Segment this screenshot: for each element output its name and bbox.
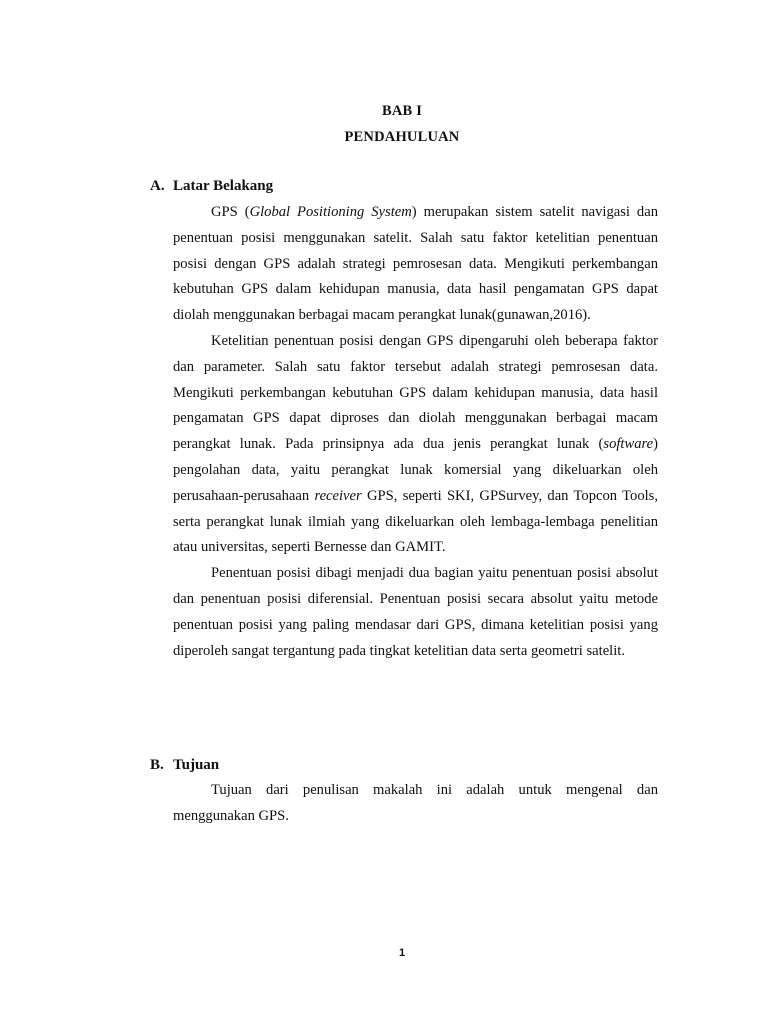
section-letter: A. — [150, 178, 165, 194]
text-run: Penentuan posisi dibagi menjadi dua bagian yaitu penentuan posisi absolut dan penentuan posisi diferensial. Penentuan posisi secara absolut yaitu metode penentuan posisi yang paling mendasar dari GPS, dimana ketelitian posisi yang diperoleh sangat tergantung pada tingkat ketelitian data serta geometri satelit. — [173, 565, 658, 659]
section-letter: B. — [150, 757, 164, 773]
text-run: Tujuan dari penulisan makalah ini adalah untuk mengenal dan menggunakan GPS. — [173, 782, 658, 824]
paragraph — [173, 561, 658, 664]
section-heading-latar-belakang — [150, 178, 273, 195]
italic-term: Global Positioning System — [249, 204, 412, 220]
text-run: GPS ( — [211, 204, 250, 220]
text-run: GPS, seperti SKI, GPSurvey, dan Topcon Tools, serta perangkat lunak ilmiah yang dikeluarkan oleh lembaga-lembaga penelitian atau universitas, seperti Bernesse dan GAMIT. — [173, 487, 658, 556]
chapter-number: BAB I — [381, 103, 423, 119]
italic-term: receiver — [314, 487, 362, 504]
paragraph — [173, 778, 658, 830]
section-body-latar-belakang — [173, 200, 658, 664]
section-heading-text: Tujuan — [173, 757, 220, 773]
italic-term: software — [603, 436, 654, 453]
paragraph — [173, 329, 658, 561]
text-run: ) merupakan sistem satelit navigasi dan penentuan posisi menggunakan satelit. Salah satu faktor ketelitian penentuan posisi dengan GPS adalah strategi pemrosesan data. Mengikuti perkembangan kebutuhan GPS dalam kehidupan manusia, data hasil pengamatan GPS dapat diolah menggunakan berbagai macam perangkat lunak(gunawan,2016). — [173, 204, 658, 324]
section-body-tujuan — [173, 778, 658, 830]
section-heading-text: Latar Belakang — [173, 178, 274, 194]
text-run: Ketelitian penentuan posisi dengan GPS dipengaruhi oleh beberapa faktor dan parameter. Salah satu faktor tersebut adalah strategi pemrosesan data. Mengikuti perkembangan kebutuhan GPS dalam kehidupan manusia, data hasil pengamatan GPS dapat diproses dan diolah menggunakan berbagai macam perangkat lunak. Pada prinsipnya ada dua jenis perangkat lunak ( — [173, 332, 658, 453]
paragraph — [173, 200, 658, 329]
text-run: ) pengolahan data, yaitu perangkat lunak komersial yang dikeluarkan oleh perusahaan-perusahaan — [173, 436, 658, 504]
section-heading-tujuan — [150, 757, 219, 774]
chapter-title: PENDAHULUAN — [344, 129, 460, 145]
page-number: 1 — [398, 947, 406, 959]
